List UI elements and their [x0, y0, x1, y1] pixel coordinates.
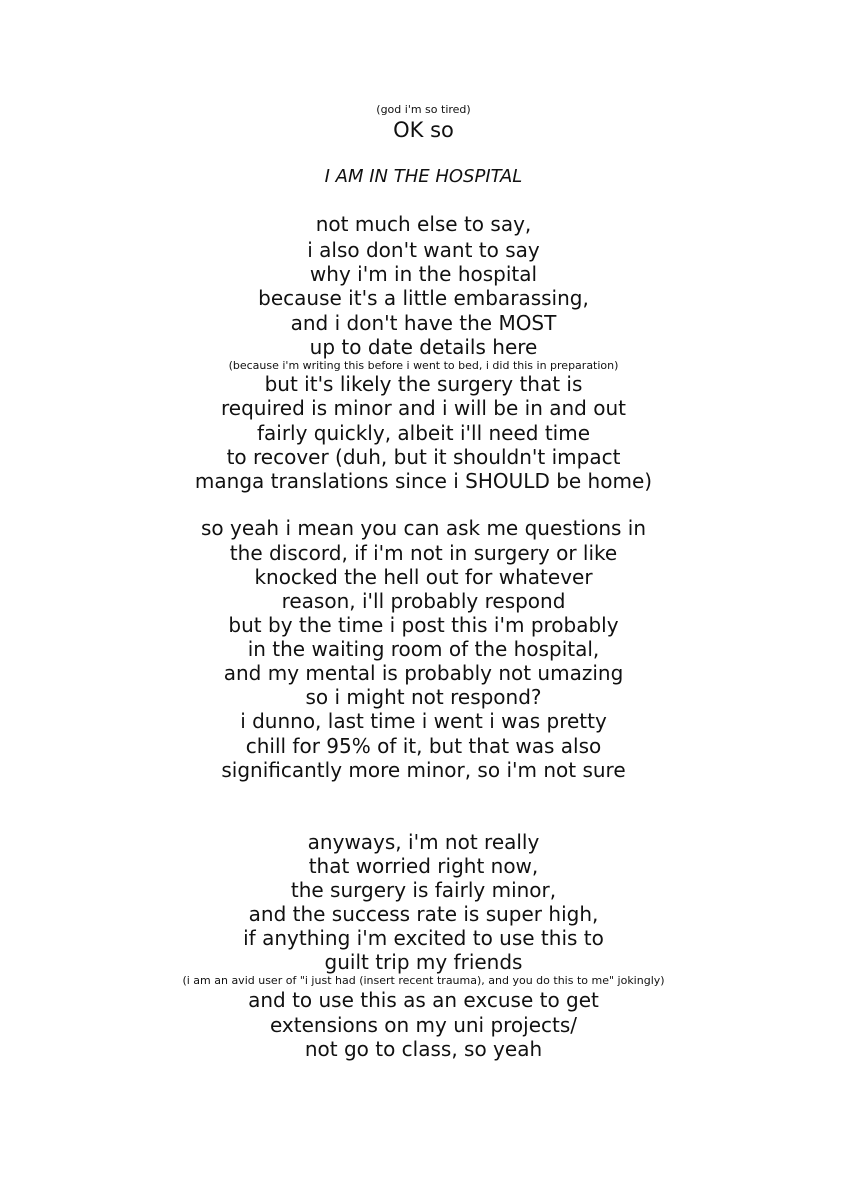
paragraph-line: the discord, if i'm not in surgery or like: [229, 541, 618, 565]
paragraph-line: up to date details here: [309, 335, 538, 359]
paragraph-line: if anything i'm excited to use this to: [243, 926, 604, 950]
paragraph-line: manga translations since i SHOULD be home): [194, 469, 653, 493]
paragraph-line: not much else to say,: [315, 212, 532, 236]
paragraph-line: required is minor and i will be in and out: [221, 396, 626, 420]
paragraph-line: fairly quickly, albeit i'll need time: [256, 421, 591, 445]
paragraph-line: guilt trip my friends: [324, 950, 523, 974]
paragraph-line: significantly more minor, so i'm not sure: [221, 758, 626, 782]
paragraph-line: chill for 95% of it, but that was also: [245, 734, 602, 758]
paragraph-line: in the waiting room of the hospital,: [247, 637, 600, 661]
paragraph-line: because it's a little embarassing,: [258, 286, 589, 310]
paragraph-line: the surgery is fairly minor,: [290, 878, 557, 902]
paragraph-line: i also don't want to say: [307, 238, 540, 262]
paragraph-line: extensions on my uni projects/: [269, 1013, 578, 1037]
paragraph-line: that worried right now,: [308, 854, 539, 878]
paragraph-line: to recover (duh, but it shouldn't impact: [226, 445, 621, 469]
paragraph-line: but it's likely the surgery that is: [264, 372, 583, 396]
aside-text: (god i'm so tired): [376, 103, 471, 116]
paragraph-line: but by the time i post this i'm probably: [228, 613, 619, 637]
paragraph-line: reason, i'll probably respond: [281, 589, 566, 613]
page-heading: I AM IN THE HOSPITAL: [324, 166, 523, 187]
paragraph-line: so yeah i mean you can ask me questions in: [201, 516, 646, 540]
paragraph-line: i dunno, last time i went i was pretty: [240, 709, 607, 733]
paragraph-line: knocked the hell out for whatever: [254, 565, 593, 589]
side-note: (i am an avid user of "i just had (insert recent trauma), and you do this to me" jokingly): [182, 974, 665, 987]
paragraph-line: anyways, i'm not really: [307, 830, 540, 854]
paragraph-line: and my mental is probably not umazing: [223, 661, 624, 685]
paragraph-line: so i might not respond?: [305, 685, 542, 709]
paragraph-line: not go to class, so yeah: [304, 1037, 543, 1061]
paragraph-line: and the success rate is super high,: [248, 902, 599, 926]
intro-text: OK so: [393, 118, 454, 142]
paragraph-line: and to use this as an excuse to get: [248, 988, 599, 1012]
side-note: (because i'm writing this before i went to bed, i did this in preparation): [228, 359, 619, 372]
paragraph-line: and i don't have the MOST: [290, 311, 557, 335]
paragraph-line: why i'm in the hospital: [309, 262, 538, 286]
